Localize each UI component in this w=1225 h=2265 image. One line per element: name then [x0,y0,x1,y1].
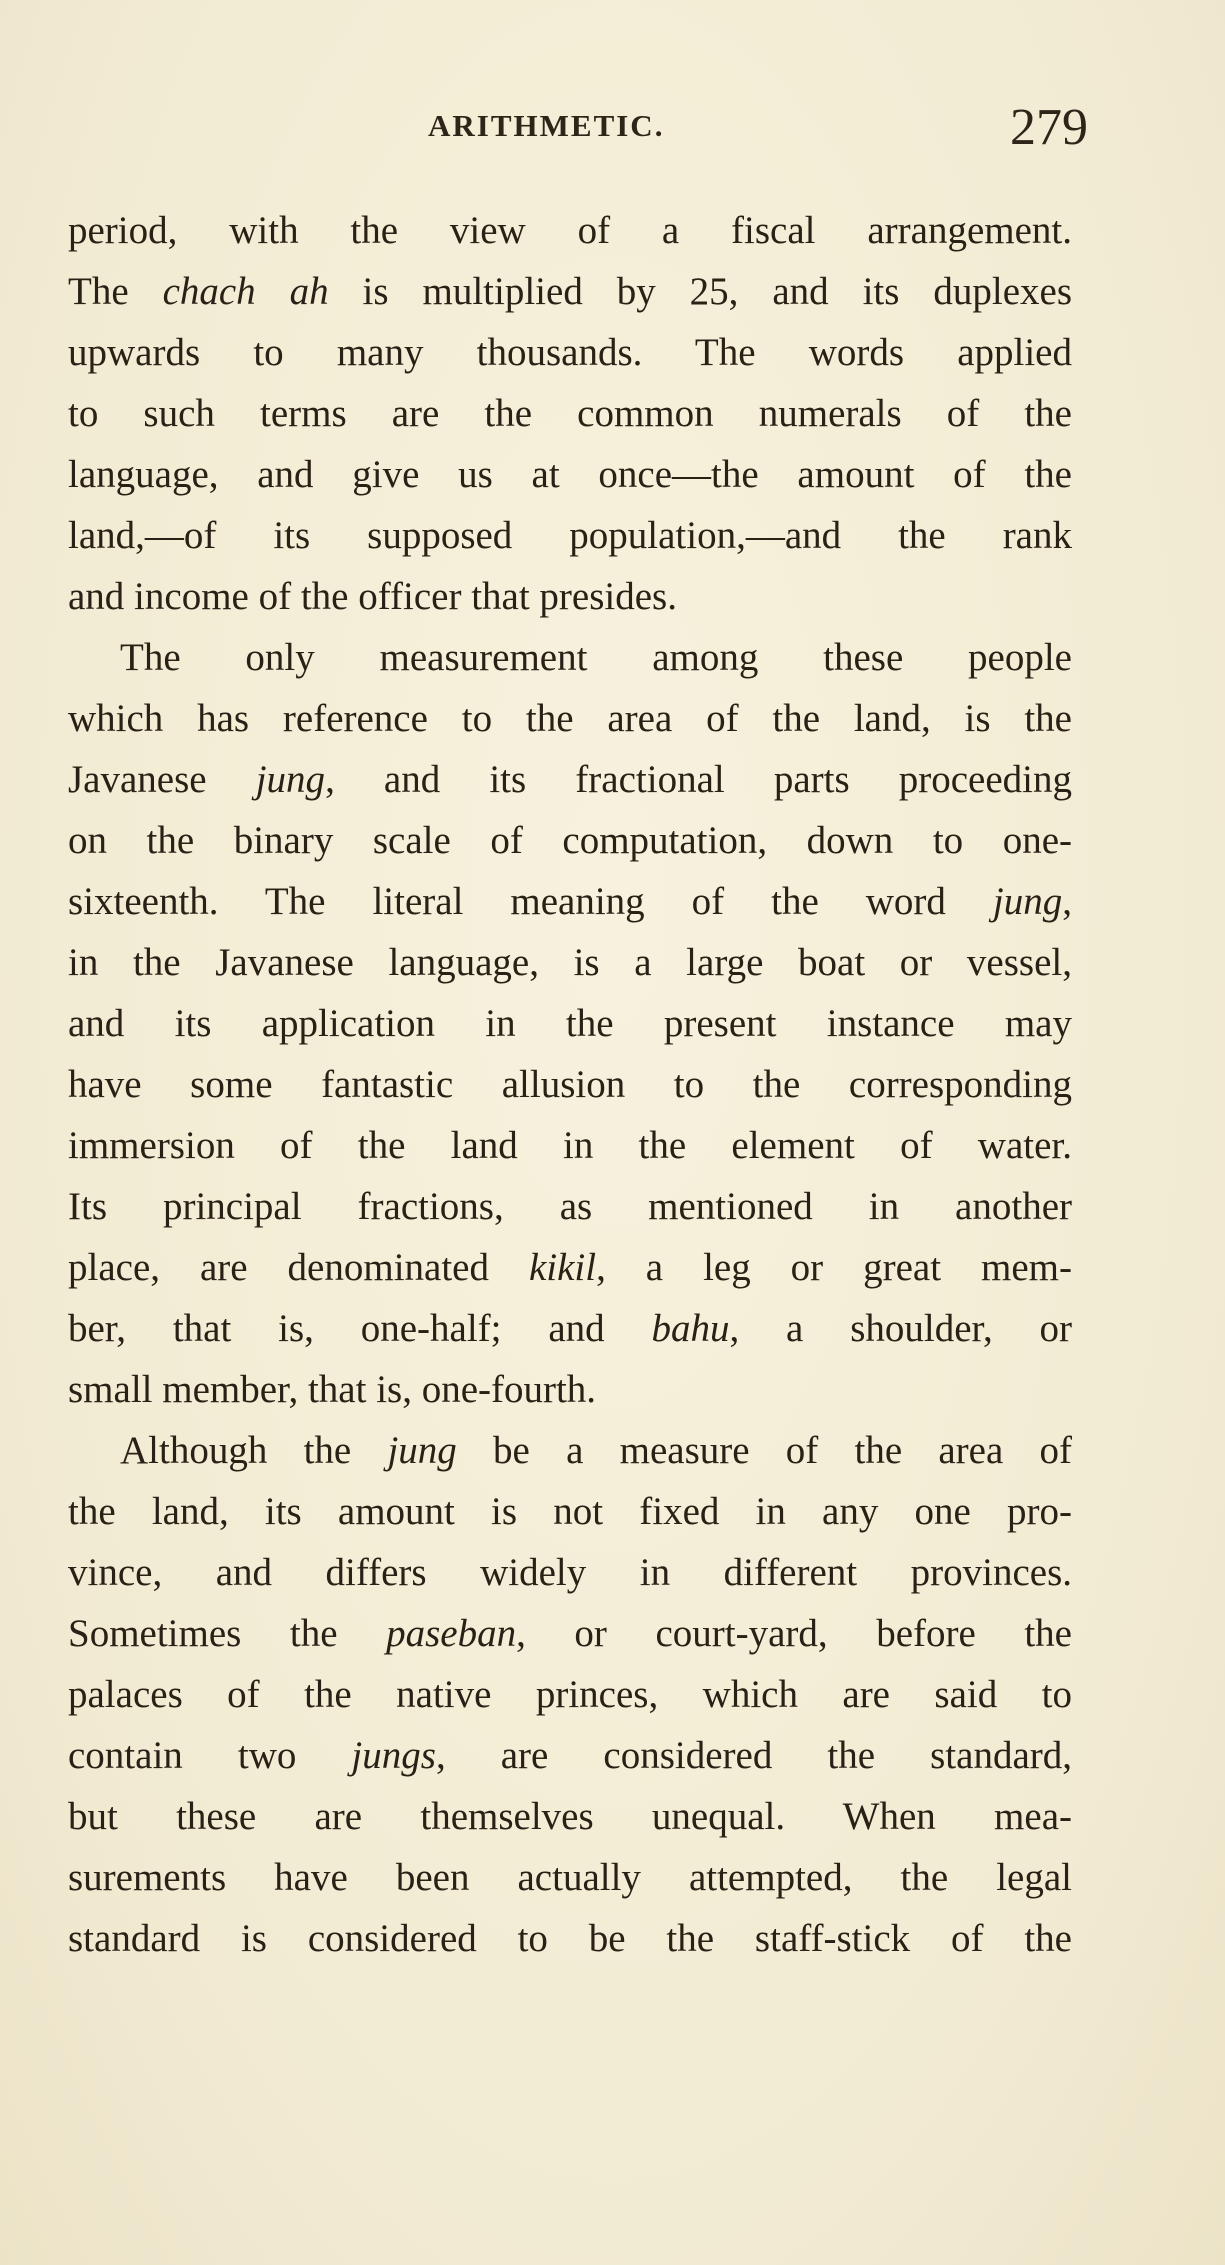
text-run: surements have been actually attempted, the legal [68,1856,1072,1899]
text-run: The [68,270,163,313]
page-number: 279 [1010,99,1088,156]
text-line [68,688,1072,749]
text-line [68,1847,1072,1908]
text-run: and its application in the present instance may [68,1002,1072,1045]
italic-term: bahu [651,1307,730,1350]
text-run: Its principal fractions, as mentioned in another [68,1185,1072,1228]
text-run: palaces of the native princes, which are said to [68,1673,1072,1716]
text-line [68,1237,1072,1298]
text-line [68,810,1072,871]
text-run: , and its fractional parts proceeding [325,758,1072,801]
text-line [68,322,1072,383]
text-line [68,200,1072,261]
text-run: have some fantastic allusion to the corresponding [68,1063,1072,1106]
text-run: in the Javanese language, is a large boat or vessel, [68,941,1072,984]
text-run: vince, and differs widely in different provinces. [68,1551,1072,1594]
text-line [68,1359,1072,1420]
text-run: Javanese [68,758,256,801]
text-run: the land, its amount is not fixed in any one pro- [68,1490,1072,1533]
text-line [68,1664,1072,1725]
text-line [68,1481,1072,1542]
text-run: period, with the view of a fiscal arrangement. [68,209,1072,252]
italic-term: chach ah [162,270,329,313]
text-run: Sometimes the [68,1612,387,1655]
text-run: land,—of its supposed population,—and the rank [68,514,1072,557]
text-line [68,1542,1072,1603]
text-line [68,1420,1072,1481]
text-run: sixteenth. The literal meaning of the word [68,880,993,923]
text-line [68,1725,1072,1786]
text-line [68,444,1072,505]
text-run: small member, that is, one-fourth. [68,1368,597,1411]
text-run: on the binary scale of computation, down to one- [68,819,1072,862]
text-run: , a leg or great mem- [596,1246,1073,1289]
text-run: , [1062,880,1072,923]
text-line [68,627,1072,688]
text-run: , a shoulder, or [729,1307,1073,1350]
text-line [68,1115,1072,1176]
text-run: which has reference to the area of the land, is the [68,697,1072,740]
text-run: The only measurement among these people [120,636,1072,679]
text-run: place, are denominated [68,1246,529,1289]
running-title: ARITHMETIC. [428,108,665,143]
text-line [68,749,1072,810]
text-line [68,1054,1072,1115]
text-line [68,1298,1072,1359]
paragraph [68,1420,1072,1969]
text-line [68,932,1072,993]
text-line [68,871,1072,932]
italic-term: jung [992,880,1063,923]
text-run: is multiplied by 25, and its duplexes [328,270,1072,313]
text-run: ber, that is, one-half; and [68,1307,652,1350]
text-run: but these are themselves unequal. When mea- [68,1795,1072,1838]
text-run: standard is considered to be the staff-stick of the [68,1917,1072,1960]
text-run: immersion of the land in the element of water. [68,1124,1072,1167]
text-line [68,1908,1072,1969]
text-run: Although the [120,1429,388,1472]
text-run: language, and give us at once—the amount of the [68,453,1072,496]
text-run: and income of the officer that presides. [68,575,677,618]
text-line [68,1786,1072,1847]
text-run: , or court-yard, before the [516,1612,1072,1655]
text-run: be a measure of the area of [456,1429,1073,1472]
paragraph [68,627,1072,1420]
text-run: , are considered the standard, [435,1734,1072,1777]
text-line [68,1176,1072,1237]
text-line [68,505,1072,566]
text-run: to such terms are the common numerals of the [68,392,1072,435]
text-line [68,261,1072,322]
body-text [68,200,1072,1969]
paragraph [68,200,1072,627]
italic-term: jung [387,1429,457,1472]
text-line [68,383,1072,444]
text-run: contain two [68,1734,352,1777]
text-line [68,1603,1072,1664]
italic-term: jung [255,758,326,801]
italic-term: jungs [351,1734,436,1777]
text-run: upwards to many thousands. The words applied [68,331,1072,374]
text-line [68,566,1072,627]
text-line [68,993,1072,1054]
italic-term: paseban [386,1612,517,1655]
italic-term: kikil [528,1246,597,1289]
